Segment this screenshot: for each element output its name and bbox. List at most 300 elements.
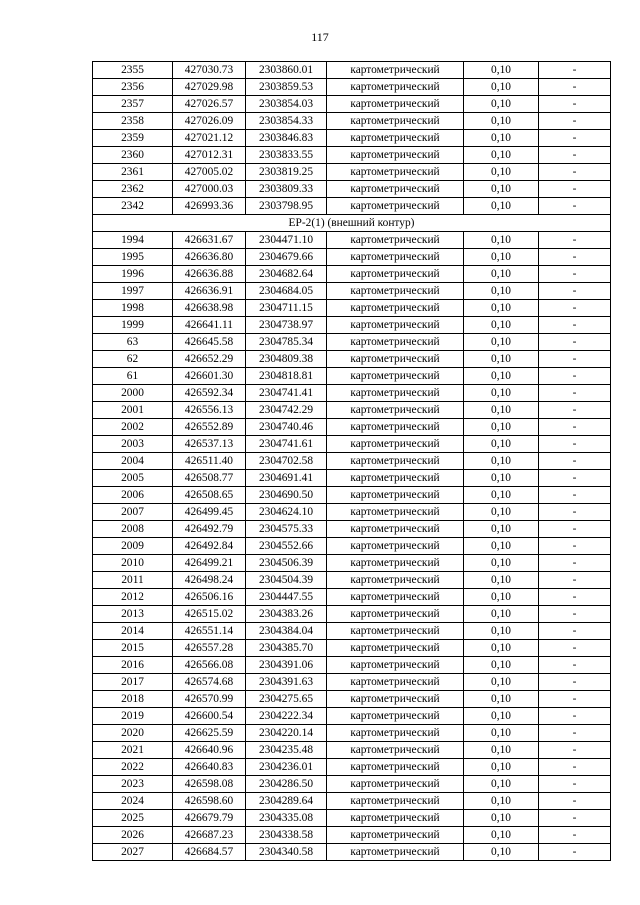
accuracy-cell: 0,10 [464,453,539,470]
note-cell: - [539,181,611,198]
y-coordinate-cell: 2304552.66 [246,538,327,555]
accuracy-cell: 0,10 [464,589,539,606]
y-coordinate-cell: 2304504.39 [246,572,327,589]
section-header-group [93,215,611,232]
point-number-cell: 2003 [93,436,173,453]
y-coordinate-cell: 2303846.83 [246,130,327,147]
note-cell: - [539,147,611,164]
y-coordinate-cell: 2304236.01 [246,759,327,776]
point-number-cell: 2026 [93,827,173,844]
method-cell: картометрический [327,487,464,504]
table-row [93,113,611,130]
y-coordinate-cell: 2303819.25 [246,164,327,181]
method-cell: картометрический [327,725,464,742]
x-coordinate-cell: 426684.57 [173,844,246,861]
point-number-cell: 2362 [93,181,173,198]
table-row [93,368,611,385]
method-cell: картометрический [327,232,464,249]
x-coordinate-cell: 426636.91 [173,283,246,300]
accuracy-cell: 0,10 [464,674,539,691]
point-number-cell: 2009 [93,538,173,555]
x-coordinate-cell: 426552.89 [173,419,246,436]
accuracy-cell: 0,10 [464,844,539,861]
y-coordinate-cell: 2304740.46 [246,419,327,436]
point-number-cell: 1998 [93,300,173,317]
point-number-cell: 2360 [93,147,173,164]
note-cell: - [539,436,611,453]
method-cell: картометрический [327,810,464,827]
method-cell: картометрический [327,538,464,555]
y-coordinate-cell: 2304506.39 [246,555,327,572]
point-number-cell: 2014 [93,623,173,640]
y-coordinate-cell: 2304391.63 [246,674,327,691]
method-cell: картометрический [327,606,464,623]
y-coordinate-cell: 2304690.50 [246,487,327,504]
x-coordinate-cell: 427030.73 [173,62,246,79]
accuracy-cell: 0,10 [464,130,539,147]
table-row [93,181,611,198]
x-coordinate-cell: 426687.23 [173,827,246,844]
note-cell: - [539,504,611,521]
point-number-cell: 2018 [93,691,173,708]
point-number-cell: 2023 [93,776,173,793]
point-number-cell: 1996 [93,266,173,283]
y-coordinate-cell: 2304385.70 [246,640,327,657]
accuracy-cell: 0,10 [464,96,539,113]
y-coordinate-cell: 2304679.66 [246,249,327,266]
note-cell: - [539,776,611,793]
note-cell: - [539,810,611,827]
accuracy-cell: 0,10 [464,79,539,96]
table-row [93,198,611,215]
x-coordinate-cell: 426551.14 [173,623,246,640]
note-cell: - [539,725,611,742]
accuracy-cell: 0,10 [464,266,539,283]
point-number-cell: 2021 [93,742,173,759]
y-coordinate-cell: 2304691.41 [246,470,327,487]
note-cell: - [539,742,611,759]
method-cell: картометрический [327,419,464,436]
table-row [93,419,611,436]
accuracy-cell: 0,10 [464,572,539,589]
table-row [93,691,611,708]
x-coordinate-cell: 426537.13 [173,436,246,453]
method-cell: картометрический [327,368,464,385]
note-cell: - [539,232,611,249]
x-coordinate-cell: 426600.54 [173,708,246,725]
accuracy-cell: 0,10 [464,232,539,249]
method-cell: картометрический [327,300,464,317]
method-cell: картометрический [327,844,464,861]
y-coordinate-cell: 2303809.33 [246,181,327,198]
x-coordinate-cell: 426625.59 [173,725,246,742]
method-cell: картометрический [327,742,464,759]
y-coordinate-cell: 2304575.33 [246,521,327,538]
accuracy-cell: 0,10 [464,810,539,827]
y-coordinate-cell: 2304741.61 [246,436,327,453]
table-row [93,453,611,470]
method-cell: картометрический [327,351,464,368]
point-number-cell: 2015 [93,640,173,657]
y-coordinate-cell: 2304286.50 [246,776,327,793]
x-coordinate-cell: 426498.24 [173,572,246,589]
note-cell: - [539,164,611,181]
accuracy-cell: 0,10 [464,521,539,538]
table-row [93,555,611,572]
table-row [93,793,611,810]
x-coordinate-cell: 427000.03 [173,181,246,198]
method-cell: картометрический [327,589,464,606]
method-cell: картометрический [327,504,464,521]
note-cell: - [539,521,611,538]
accuracy-cell: 0,10 [464,249,539,266]
point-number-cell: 2010 [93,555,173,572]
table-row [93,725,611,742]
y-coordinate-cell: 2304220.14 [246,725,327,742]
table-body-lower [93,232,611,861]
table-row [93,232,611,249]
y-coordinate-cell: 2304338.58 [246,827,327,844]
point-number-cell: 2001 [93,402,173,419]
method-cell: картометрический [327,470,464,487]
y-coordinate-cell: 2304809.38 [246,351,327,368]
point-number-cell: 2358 [93,113,173,130]
accuracy-cell: 0,10 [464,487,539,504]
point-number-cell: 2012 [93,589,173,606]
y-coordinate-cell: 2304235.48 [246,742,327,759]
y-coordinate-cell: 2303833.55 [246,147,327,164]
accuracy-cell: 0,10 [464,351,539,368]
table-row [93,674,611,691]
table-row [93,300,611,317]
accuracy-cell: 0,10 [464,759,539,776]
accuracy-cell: 0,10 [464,436,539,453]
accuracy-cell: 0,10 [464,657,539,674]
method-cell: картометрический [327,555,464,572]
point-number-cell: 2020 [93,725,173,742]
table-row [93,810,611,827]
y-coordinate-cell: 2304222.34 [246,708,327,725]
table-row [93,572,611,589]
accuracy-cell: 0,10 [464,368,539,385]
note-cell: - [539,198,611,215]
note-cell: - [539,283,611,300]
y-coordinate-cell: 2303859.53 [246,79,327,96]
note-cell: - [539,300,611,317]
table-row [93,538,611,555]
x-coordinate-cell: 426506.16 [173,589,246,606]
point-number-cell: 2002 [93,419,173,436]
method-cell: картометрический [327,198,464,215]
accuracy-cell: 0,10 [464,776,539,793]
note-cell: - [539,844,611,861]
y-coordinate-cell: 2303798.95 [246,198,327,215]
table-row [93,623,611,640]
note-cell: - [539,708,611,725]
y-coordinate-cell: 2304391.06 [246,657,327,674]
table-row [93,164,611,181]
x-coordinate-cell: 426636.88 [173,266,246,283]
method-cell: картометрический [327,657,464,674]
method-cell: картометрический [327,827,464,844]
accuracy-cell: 0,10 [464,164,539,181]
point-number-cell: 2027 [93,844,173,861]
x-coordinate-cell: 426640.96 [173,742,246,759]
method-cell: картометрический [327,147,464,164]
note-cell: - [539,453,611,470]
note-cell: - [539,623,611,640]
accuracy-cell: 0,10 [464,300,539,317]
table-row [93,487,611,504]
y-coordinate-cell: 2304447.55 [246,589,327,606]
table-row [93,351,611,368]
y-coordinate-cell: 2304335.08 [246,810,327,827]
method-cell: картометрический [327,572,464,589]
point-number-cell: 2013 [93,606,173,623]
y-coordinate-cell: 2304742.29 [246,402,327,419]
table-row [93,334,611,351]
table-row [93,521,611,538]
note-cell: - [539,759,611,776]
x-coordinate-cell: 426592.34 [173,385,246,402]
accuracy-cell: 0,10 [464,623,539,640]
table-row [93,96,611,113]
x-coordinate-cell: 426638.98 [173,300,246,317]
method-cell: картометрический [327,674,464,691]
method-cell: картометрический [327,640,464,657]
table-row [93,708,611,725]
accuracy-cell: 0,10 [464,725,539,742]
note-cell: - [539,130,611,147]
table-row [93,742,611,759]
table-row [93,606,611,623]
x-coordinate-cell: 426570.99 [173,691,246,708]
note-cell: - [539,674,611,691]
method-cell: картометрический [327,385,464,402]
method-cell: картометрический [327,453,464,470]
x-coordinate-cell: 427026.57 [173,96,246,113]
accuracy-cell: 0,10 [464,147,539,164]
y-coordinate-cell: 2304702.58 [246,453,327,470]
y-coordinate-cell: 2304711.15 [246,300,327,317]
point-number-cell: 63 [93,334,173,351]
point-number-cell: 2342 [93,198,173,215]
x-coordinate-cell: 426641.11 [173,317,246,334]
accuracy-cell: 0,10 [464,402,539,419]
method-cell: картометрический [327,623,464,640]
accuracy-cell: 0,10 [464,385,539,402]
note-cell: - [539,249,611,266]
note-cell: - [539,368,611,385]
note-cell: - [539,470,611,487]
y-coordinate-cell: 2304289.64 [246,793,327,810]
x-coordinate-cell: 426508.65 [173,487,246,504]
point-number-cell: 1999 [93,317,173,334]
note-cell: - [539,351,611,368]
x-coordinate-cell: 427005.02 [173,164,246,181]
x-coordinate-cell: 426511.40 [173,453,246,470]
method-cell: картометрический [327,79,464,96]
table-row [93,147,611,164]
y-coordinate-cell: 2303854.33 [246,113,327,130]
y-coordinate-cell: 2304682.64 [246,266,327,283]
table-row [93,657,611,674]
table-row [93,385,611,402]
y-coordinate-cell: 2304624.10 [246,504,327,521]
accuracy-cell: 0,10 [464,62,539,79]
method-cell: картометрический [327,334,464,351]
note-cell: - [539,589,611,606]
point-number-cell: 1997 [93,283,173,300]
table-row [93,62,611,79]
method-cell: картометрический [327,181,464,198]
x-coordinate-cell: 426508.77 [173,470,246,487]
coordinates-table [92,61,611,861]
table-row [93,317,611,334]
page-number: 117 [311,30,329,44]
method-cell: картометрический [327,283,464,300]
x-coordinate-cell: 426492.84 [173,538,246,555]
point-number-cell: 2000 [93,385,173,402]
y-coordinate-cell: 2303860.01 [246,62,327,79]
y-coordinate-cell: 2304684.05 [246,283,327,300]
accuracy-cell: 0,10 [464,606,539,623]
method-cell: картометрический [327,793,464,810]
note-cell: - [539,334,611,351]
x-coordinate-cell: 426640.83 [173,759,246,776]
x-coordinate-cell: 427021.12 [173,130,246,147]
section-header-row [93,215,611,232]
x-coordinate-cell: 426679.79 [173,810,246,827]
note-cell: - [539,572,611,589]
note-cell: - [539,793,611,810]
method-cell: картометрический [327,266,464,283]
x-coordinate-cell: 426515.02 [173,606,246,623]
point-number-cell: 2361 [93,164,173,181]
table-row [93,130,611,147]
note-cell: - [539,402,611,419]
accuracy-cell: 0,10 [464,555,539,572]
point-number-cell: 2356 [93,79,173,96]
accuracy-cell: 0,10 [464,334,539,351]
method-cell: картометрический [327,776,464,793]
x-coordinate-cell: 426499.45 [173,504,246,521]
point-number-cell: 2005 [93,470,173,487]
table-row [93,79,611,96]
point-number-cell: 2025 [93,810,173,827]
table-row [93,589,611,606]
point-number-cell: 1994 [93,232,173,249]
note-cell: - [539,113,611,130]
x-coordinate-cell: 426557.28 [173,640,246,657]
point-number-cell: 2024 [93,793,173,810]
point-number-cell: 2357 [93,96,173,113]
method-cell: картометрический [327,436,464,453]
point-number-cell: 2007 [93,504,173,521]
accuracy-cell: 0,10 [464,181,539,198]
accuracy-cell: 0,10 [464,317,539,334]
table-row [93,759,611,776]
y-coordinate-cell: 2304471.10 [246,232,327,249]
point-number-cell: 2017 [93,674,173,691]
x-coordinate-cell: 426652.29 [173,351,246,368]
y-coordinate-cell: 2304741.41 [246,385,327,402]
method-cell: картометрический [327,249,464,266]
method-cell: картометрический [327,708,464,725]
y-coordinate-cell: 2304818.81 [246,368,327,385]
table-row [93,402,611,419]
note-cell: - [539,487,611,504]
point-number-cell: 2019 [93,708,173,725]
accuracy-cell: 0,10 [464,827,539,844]
method-cell: картометрический [327,521,464,538]
accuracy-cell: 0,10 [464,113,539,130]
note-cell: - [539,691,611,708]
y-coordinate-cell: 2304275.65 [246,691,327,708]
x-coordinate-cell: 426601.30 [173,368,246,385]
accuracy-cell: 0,10 [464,470,539,487]
section-header: ЕР-2(1) (внешний контур) [93,215,611,232]
method-cell: картометрический [327,130,464,147]
y-coordinate-cell: 2304738.97 [246,317,327,334]
x-coordinate-cell: 426598.08 [173,776,246,793]
table-body-upper [93,62,611,215]
table-row [93,640,611,657]
note-cell: - [539,79,611,96]
method-cell: картометрический [327,691,464,708]
y-coordinate-cell: 2304785.34 [246,334,327,351]
table-row [93,827,611,844]
note-cell: - [539,827,611,844]
accuracy-cell: 0,10 [464,283,539,300]
point-number-cell: 2004 [93,453,173,470]
x-coordinate-cell: 426598.60 [173,793,246,810]
x-coordinate-cell: 426636.80 [173,249,246,266]
y-coordinate-cell: 2303854.03 [246,96,327,113]
y-coordinate-cell: 2304383.26 [246,606,327,623]
method-cell: картометрический [327,402,464,419]
point-number-cell: 2011 [93,572,173,589]
table-row [93,249,611,266]
method-cell: картометрический [327,96,464,113]
x-coordinate-cell: 426645.58 [173,334,246,351]
point-number-cell: 62 [93,351,173,368]
table-row [93,844,611,861]
x-coordinate-cell: 427026.09 [173,113,246,130]
table-row [93,504,611,521]
note-cell: - [539,657,611,674]
x-coordinate-cell: 426499.21 [173,555,246,572]
y-coordinate-cell: 2304340.58 [246,844,327,861]
table-row [93,436,611,453]
accuracy-cell: 0,10 [464,504,539,521]
note-cell: - [539,419,611,436]
point-number-cell: 2359 [93,130,173,147]
accuracy-cell: 0,10 [464,198,539,215]
accuracy-cell: 0,10 [464,742,539,759]
x-coordinate-cell: 426631.67 [173,232,246,249]
note-cell: - [539,538,611,555]
accuracy-cell: 0,10 [464,793,539,810]
note-cell: - [539,640,611,657]
point-number-cell: 2008 [93,521,173,538]
note-cell: - [539,62,611,79]
point-number-cell: 2016 [93,657,173,674]
x-coordinate-cell: 427012.31 [173,147,246,164]
method-cell: картометрический [327,317,464,334]
x-coordinate-cell: 427029.98 [173,79,246,96]
table-row [93,266,611,283]
